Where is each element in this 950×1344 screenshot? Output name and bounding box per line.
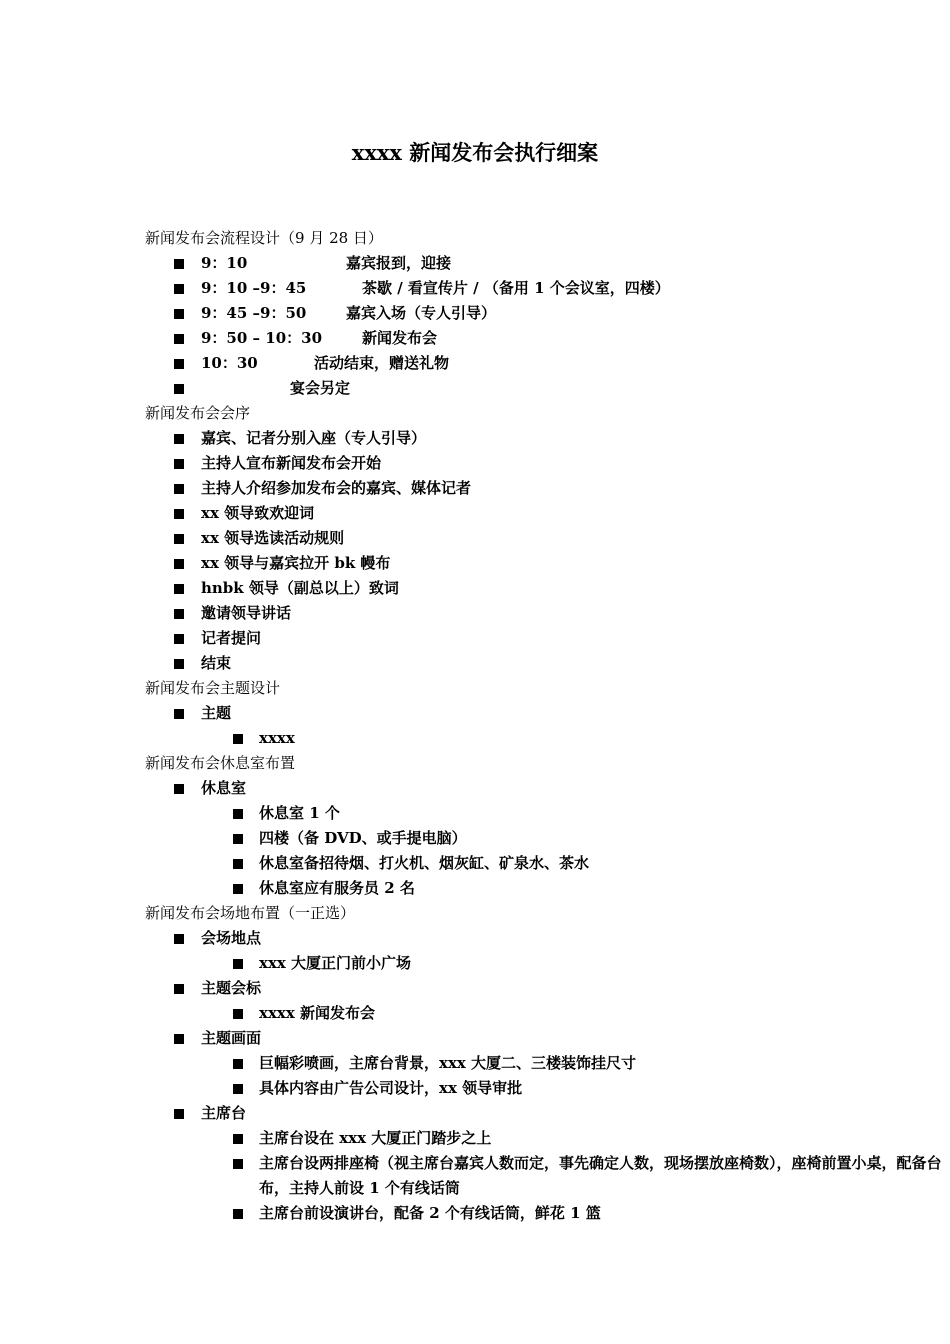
flow-text: 嘉宾报到，迎接 <box>346 254 452 272</box>
list-item-text: 主题 <box>201 704 232 722</box>
sub-list-item <box>145 1076 825 1101</box>
list-item-text: 四楼（备 DVD、或手提电脑） <box>259 829 467 847</box>
list-item-text: 休息室应有服务员 2 名 <box>259 879 415 897</box>
flow-text: 茶歇 / 看宣传片 / （备用 1 个会议室，四楼） <box>362 279 670 297</box>
list-item-text: 主席台设在 xxx 大厦正门踏步之上 <box>259 1129 492 1147</box>
square-bullet-icon <box>233 834 243 844</box>
list-item-text: 主持人介绍参加发布会的嘉宾、媒体记者 <box>201 479 472 497</box>
flow-item <box>145 351 825 376</box>
flow-time: 10：30 <box>201 354 258 372</box>
list-item <box>145 776 825 801</box>
flow-item <box>145 301 825 326</box>
list-item <box>145 526 825 551</box>
square-bullet-icon <box>174 709 184 719</box>
list-item <box>145 626 825 651</box>
sub-list-item <box>145 1126 825 1151</box>
list-item <box>145 601 825 626</box>
square-bullet-icon <box>174 934 184 944</box>
sub-list-item <box>145 951 825 976</box>
square-bullet-icon <box>174 284 184 294</box>
list-item-text: 主题会标 <box>201 979 262 997</box>
list-item <box>145 501 825 526</box>
square-bullet-icon <box>174 509 184 519</box>
square-bullet-icon <box>174 1034 184 1044</box>
square-bullet-icon <box>233 859 243 869</box>
flow-item <box>145 326 825 351</box>
list-item-text: 主席台前设演讲台，配备 2 个有线话筒，鲜花 1 篮 <box>259 1204 601 1222</box>
square-bullet-icon <box>174 459 184 469</box>
list-item-text: 记者提问 <box>201 629 262 647</box>
square-bullet-icon <box>233 1084 243 1094</box>
document-title: xxxx 新闻发布会执行细案 <box>351 140 599 165</box>
sub-list-item <box>145 1201 825 1226</box>
list-item-text: 休息室 <box>201 779 247 797</box>
list-item-text: 嘉宾、记者分别入座（专人引导） <box>201 429 427 447</box>
square-bullet-icon <box>174 559 184 569</box>
flow-time: 9：10 –9：45 <box>201 279 307 297</box>
section-heading-theme: 新闻发布会主题设计 <box>145 679 281 697</box>
flow-text: 活动结束，赠送礼物 <box>314 354 450 372</box>
list-item-text: 休息室备招待烟、打火机、烟灰缸、矿泉水、茶水 <box>259 854 590 872</box>
square-bullet-icon <box>233 1159 243 1169</box>
list-item <box>145 1026 825 1051</box>
list-item-text: xx 领导选读活动规则 <box>201 529 345 547</box>
square-bullet-icon <box>233 1059 243 1069</box>
flow-item <box>145 251 825 276</box>
square-bullet-icon <box>174 1109 184 1119</box>
flow-text: 嘉宾入场（专人引导） <box>346 304 497 322</box>
list-item <box>145 426 825 451</box>
list-item <box>145 701 825 726</box>
list-item-text: xx 领导与嘉宾拉开 bk 幔布 <box>201 554 391 572</box>
flow-time: 9：50 – 10：30 <box>201 329 323 347</box>
square-bullet-icon <box>174 334 184 344</box>
sub-list-item <box>145 851 825 876</box>
sub-list-item <box>145 1151 950 1201</box>
list-item-text: xx 领导致欢迎词 <box>201 504 315 522</box>
sub-list-item <box>145 726 825 751</box>
list-item <box>145 576 825 601</box>
square-bullet-icon <box>233 809 243 819</box>
document-body <box>145 226 942 1226</box>
section-heading-lounge: 新闻发布会休息室布置 <box>145 754 296 772</box>
list-item-text: 具体内容由广告公司设计，xx 领导审批 <box>259 1079 523 1097</box>
list-item <box>145 1101 825 1126</box>
list-item <box>145 451 825 476</box>
list-item-text: 主题画面 <box>201 1029 262 1047</box>
flow-text: 宴会另定 <box>290 379 351 397</box>
square-bullet-icon <box>174 984 184 994</box>
square-bullet-icon <box>233 1134 243 1144</box>
section-heading-venue: 新闻发布会场地布置（一正选） <box>145 904 356 922</box>
sub-list-item <box>145 826 825 851</box>
square-bullet-icon <box>233 959 243 969</box>
list-item-text: 会场地点 <box>201 929 262 947</box>
flow-time: 9：10 <box>201 254 248 272</box>
list-item-text: xxx 大厦正门前小广场 <box>259 954 412 972</box>
list-item <box>145 976 825 1001</box>
square-bullet-icon <box>174 484 184 494</box>
square-bullet-icon <box>174 384 184 394</box>
flow-time: 9：45 –9：50 <box>201 304 307 322</box>
square-bullet-icon <box>174 634 184 644</box>
flow-item <box>145 376 825 401</box>
list-item-text: xxxx 新闻发布会 <box>259 1004 375 1022</box>
square-bullet-icon <box>174 534 184 544</box>
list-item-text: 休息室 1 个 <box>259 804 340 822</box>
square-bullet-icon <box>233 734 243 744</box>
list-item-text: 结束 <box>201 654 232 672</box>
square-bullet-icon <box>174 784 184 794</box>
list-item <box>145 651 825 676</box>
square-bullet-icon <box>174 434 184 444</box>
square-bullet-icon <box>174 584 184 594</box>
section-heading-order: 新闻发布会会序 <box>145 404 251 422</box>
sub-list-item <box>145 801 825 826</box>
square-bullet-icon <box>174 309 184 319</box>
sub-list-item <box>145 876 825 901</box>
flow-text: 新闻发布会 <box>362 329 438 347</box>
list-item-text: 主席台 <box>201 1104 247 1122</box>
sub-list-item <box>145 1001 825 1026</box>
list-item-text: 邀请领导讲话 <box>201 604 292 622</box>
list-item-text: 巨幅彩喷画，主席台背景，xxx 大厦二、三楼装饰挂尺寸 <box>259 1054 637 1072</box>
square-bullet-icon <box>174 609 184 619</box>
square-bullet-icon <box>174 659 184 669</box>
square-bullet-icon <box>233 884 243 894</box>
list-item-text: xxxx <box>259 729 295 747</box>
list-item <box>145 476 825 501</box>
list-item-text: hnbk 领导（副总以上）致词 <box>201 579 399 597</box>
list-item <box>145 551 825 576</box>
sub-list-item <box>145 1051 825 1076</box>
square-bullet-icon <box>233 1009 243 1019</box>
square-bullet-icon <box>174 259 184 269</box>
list-item <box>145 926 825 951</box>
list-item-text: 主持人宣布新闻发布会开始 <box>201 454 382 472</box>
square-bullet-icon <box>174 359 184 369</box>
list-item-text: 主席台设两排座椅（视主席台嘉宾人数而定，事先确定人数，现场摆放座椅数），座椅前置小桌，配备台布，主持人前设 1 个有线话筒 <box>259 1154 942 1197</box>
section-heading-flow: 新闻发布会流程设计（9 月 28 日） <box>145 229 383 247</box>
square-bullet-icon <box>233 1209 243 1219</box>
flow-item <box>145 276 825 301</box>
